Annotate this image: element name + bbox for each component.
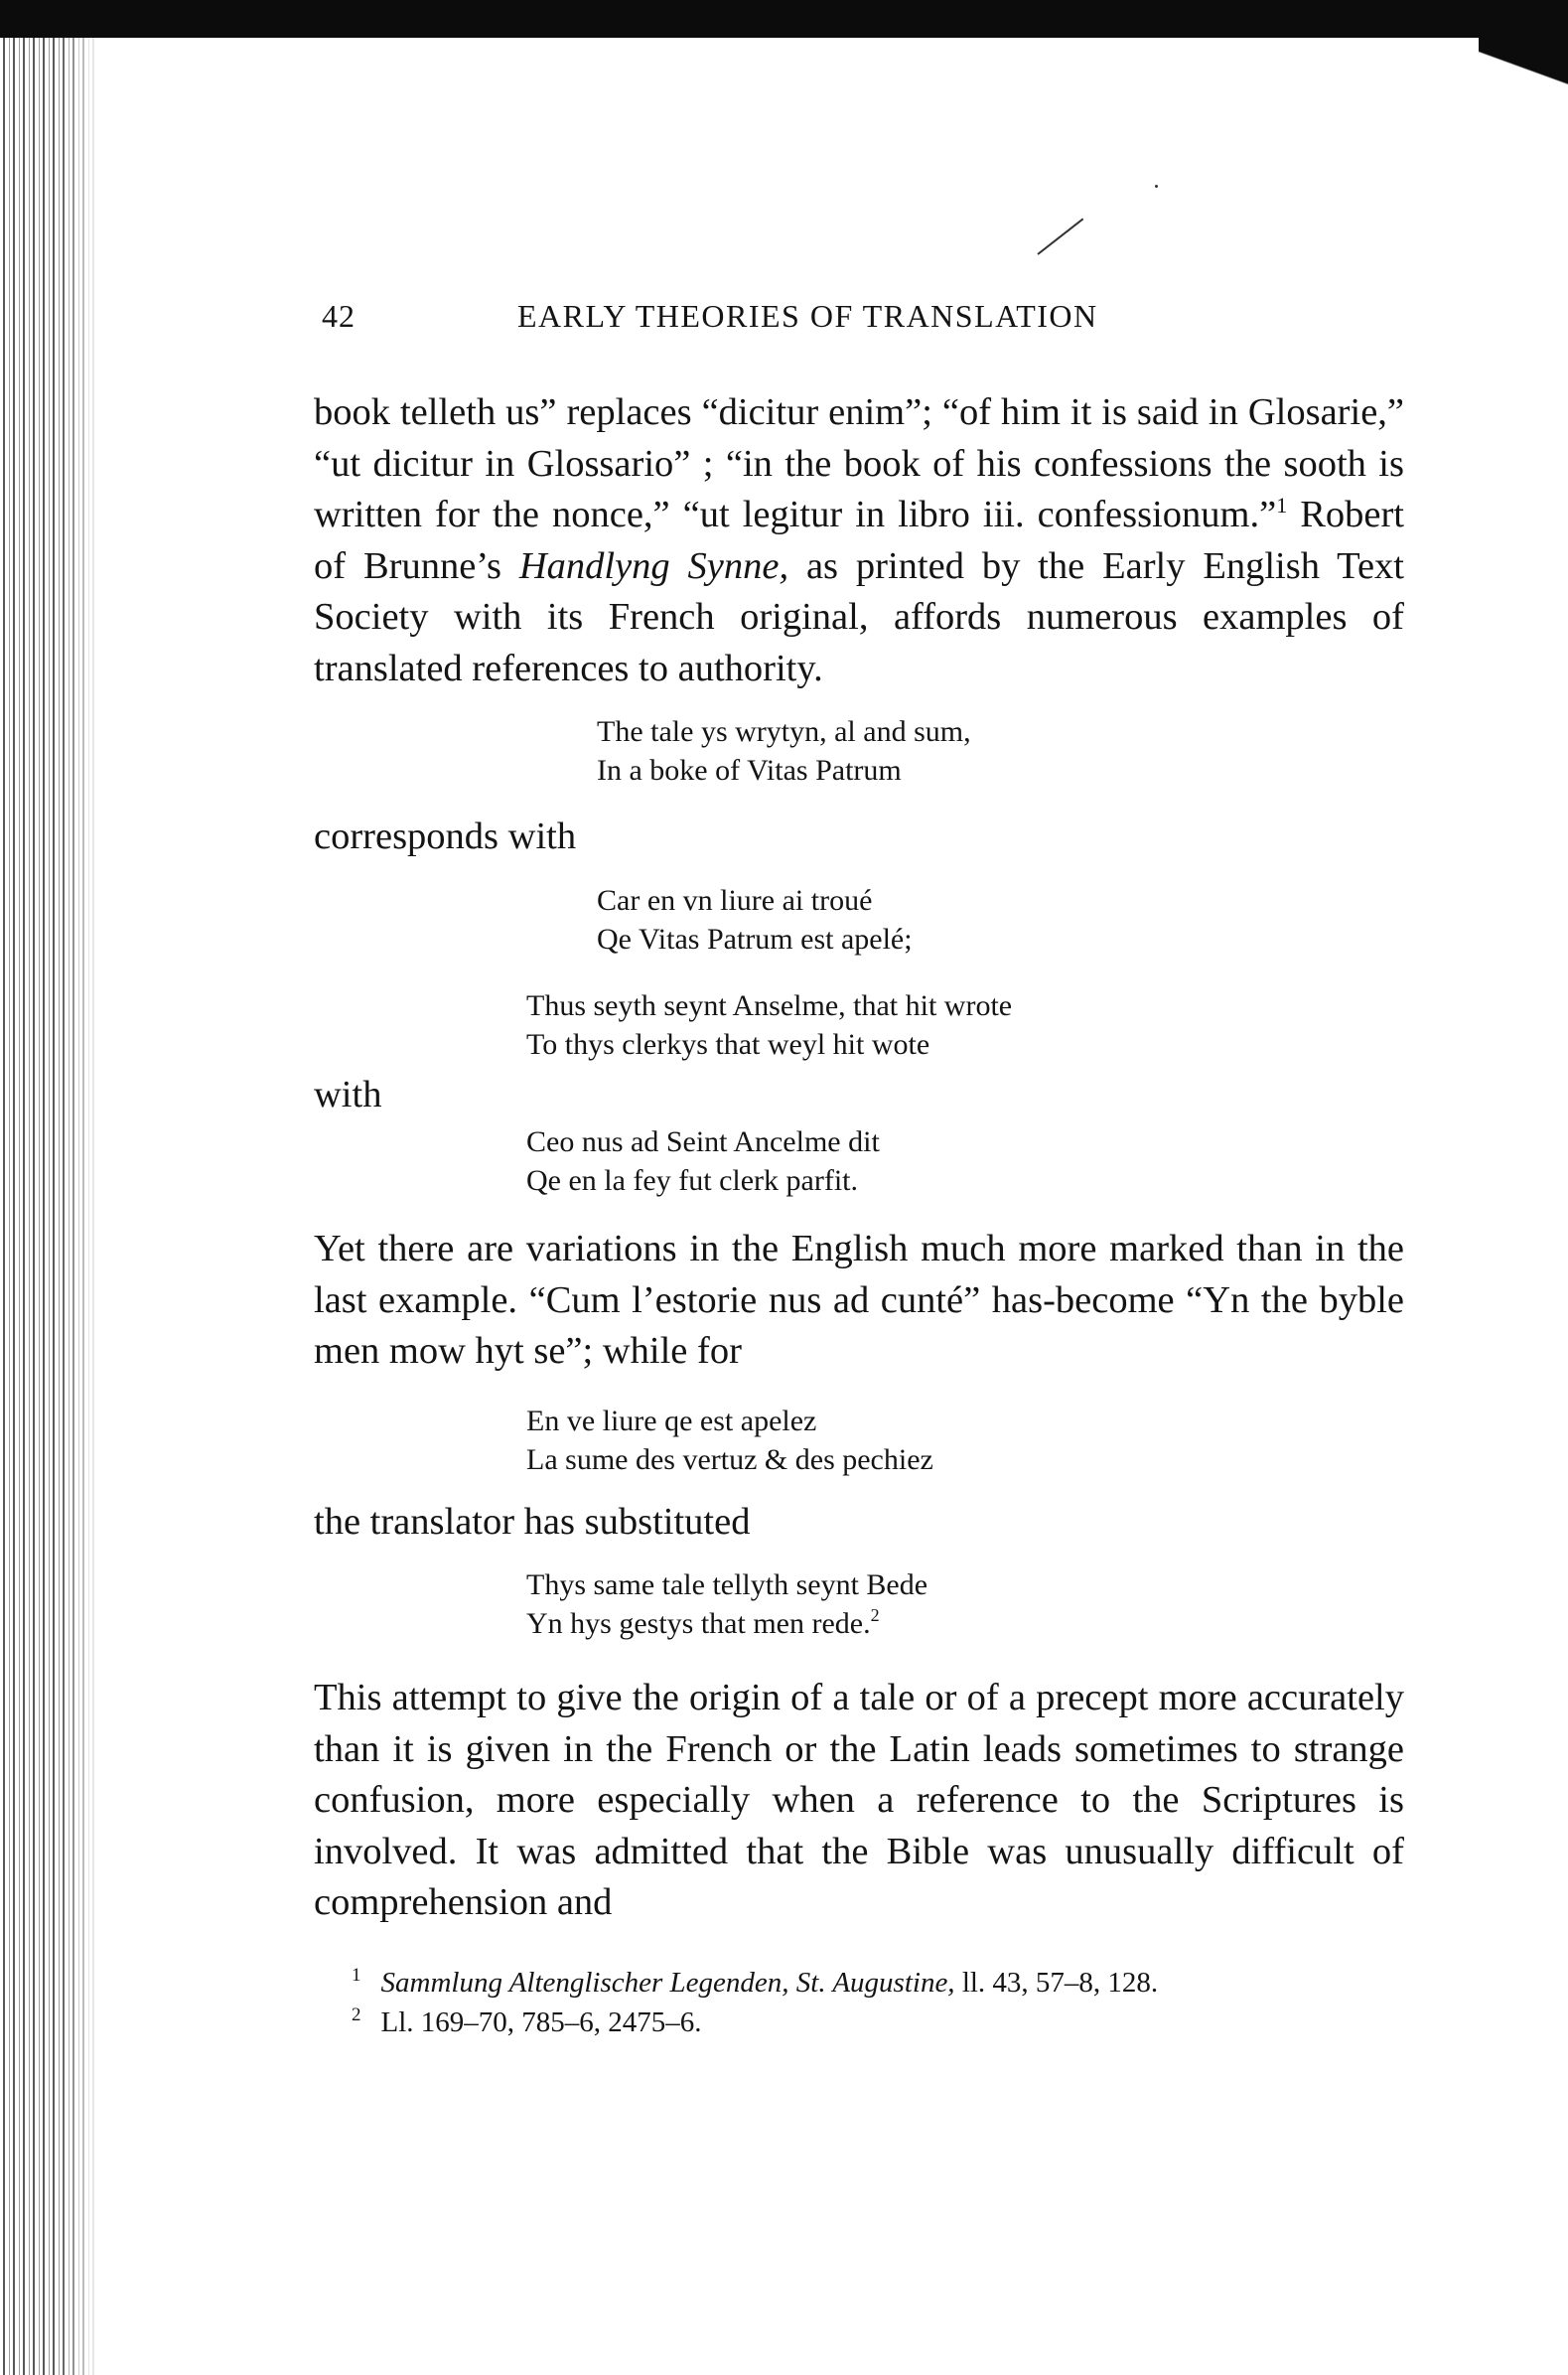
- pencil-mark: [1037, 219, 1083, 255]
- footnote-ref-2: 2: [870, 1605, 880, 1625]
- verse-line: Qe Vitas Patrum est apelé;: [597, 922, 913, 956]
- verse-block-1: [597, 712, 1404, 790]
- paragraph-3: This attempt to give the origin of a tale or of a precept more accurately than it is given in the French or the Latin leads sometimes to strange confusion, more especially when a reference to the Scriptures is involved. It was admitted that the Bible was unusually difficult of comprehension and: [314, 1677, 1404, 1923]
- paragraph-1: [314, 387, 1404, 694]
- verse-line-with-ref: [526, 1604, 1404, 1643]
- paragraph-2: Yet there are variations in the English much more marked than in the last example. “Cum l’estorie nus ad cunté” has-become “Yn the byble men mow hyt se”; while for: [314, 1228, 1404, 1372]
- footnote-text: Ll. 169–70, 785–6, 2475–6.: [380, 2005, 702, 2038]
- footnote-2: [352, 2003, 1404, 2042]
- footnotes: [352, 1963, 1404, 2042]
- verse-line: The tale ys wrytyn, al and sum,: [597, 715, 971, 748]
- scan-top-edge: [0, 0, 1568, 38]
- verse-block-6: [526, 1565, 1404, 1643]
- verse-line: En ve liure qe est apelez: [526, 1404, 817, 1437]
- footnote-1: [352, 1963, 1404, 2003]
- scan-corner-shadow: [1479, 0, 1568, 119]
- verse-line: La sume des vertuz & des pechiez: [526, 1442, 933, 1476]
- verse-block-2: [597, 881, 1404, 959]
- verse-line: Thys same tale tellyth seynt Bede: [526, 1568, 928, 1601]
- verse-line: Ceo nus ad Seint Ancelme dit: [526, 1125, 880, 1158]
- connector-text-2: with: [314, 1073, 382, 1115]
- paragraph-1-text-a: book telleth us” replaces “dicitur enim”; “of him it is said in Glosarie,” “ut dicitur in Glossario” ; “in the book of his confessions the sooth is written for the nonce,” “ut legitur in libro iii. confessionum.”: [314, 391, 1404, 535]
- connector-text-1: corresponds with: [314, 816, 577, 857]
- footnote-ref-1: 1: [1276, 493, 1288, 518]
- speck: [1155, 185, 1158, 188]
- footnote-number: 1: [352, 1964, 361, 1986]
- running-title: EARLY THEORIES OF TRANSLATION: [517, 298, 1098, 334]
- verse-block-4: [526, 1122, 1404, 1200]
- paragraph-1-text-b: Robert of Brunne’s: [314, 494, 1404, 587]
- footnote-number: 2: [352, 2004, 361, 2025]
- running-head: [314, 298, 1404, 346]
- verse-line: Thus seyth seynt Anselme, that hit wrote: [526, 988, 1013, 1022]
- verse-block-3: [526, 986, 1404, 1064]
- connector-text-3: the translator has substituted: [314, 1500, 751, 1543]
- verse-block-5: [526, 1402, 1404, 1479]
- verse-line: Qe en la fey fut clerk parfit.: [526, 1164, 858, 1197]
- footnote-italic: Sammlung Altenglischer Legenden, St. Augustine,: [380, 1966, 955, 1999]
- page-number: 42: [322, 298, 356, 334]
- italic-title: Handlyng Synne,: [518, 544, 789, 587]
- book-page: [314, 298, 1404, 2042]
- footnote-text: ll. 43, 57–8, 128.: [954, 1966, 1159, 1999]
- binding-fade: [60, 38, 99, 2375]
- verse-line-text: Yn hys gestys that men rede.: [526, 1607, 871, 1640]
- verse-line: In a boke of Vitas Patrum: [597, 754, 902, 787]
- verse-line: To thys clerkys that weyl hit wote: [526, 1027, 930, 1061]
- verse-line: Car en vn liure ai troué: [597, 883, 873, 917]
- paragraph-1-text-c: as printed by the Early English Text Society with its French original, affords numerous examples of translated references to authority.: [314, 544, 1405, 689]
